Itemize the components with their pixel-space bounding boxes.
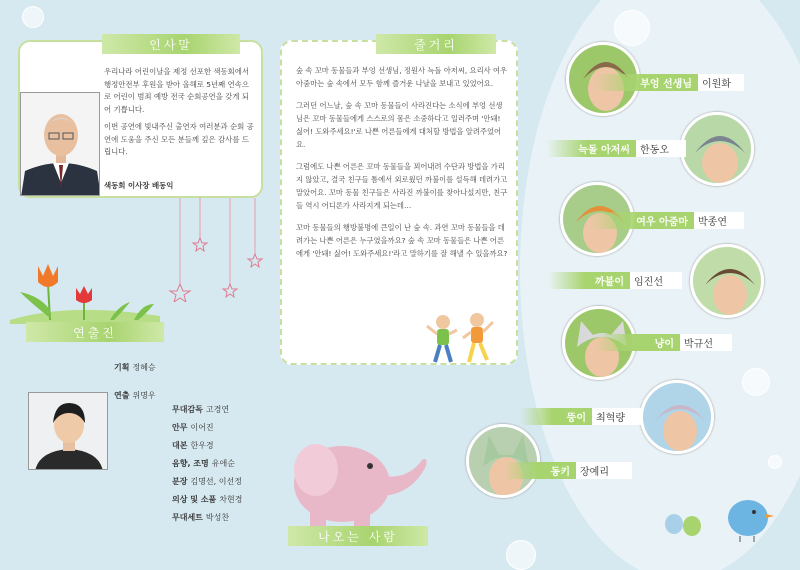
bubble <box>22 6 44 28</box>
bubble <box>506 540 536 570</box>
staff-name: 한우경 <box>190 441 214 450</box>
cast-name: 한동오 <box>636 140 686 157</box>
greeting-paragraph: 이번 공연에 빛내주신 출연자 여러분과 순회 공연에 도움을 주신 모든 분들께 깊은 감사를 드립니다. <box>104 122 254 156</box>
director-photo <box>28 392 108 470</box>
staff-role: 안무 <box>172 423 188 432</box>
cast-name: 이원화 <box>698 74 744 91</box>
staff-role: 기획 <box>114 363 130 372</box>
staff-planning <box>114 362 156 373</box>
bubble <box>742 368 770 396</box>
cast-name: 최혁량 <box>592 408 642 425</box>
greeting-signature: 색동회 이사장 배동익 <box>104 181 174 190</box>
cast-name: 임진선 <box>630 272 682 289</box>
cast-photo <box>466 424 540 498</box>
greeting-title: 인사말 <box>102 34 240 54</box>
staff-name: 정혜승 <box>132 363 156 372</box>
cast-role: 부엉 선생님 <box>594 74 698 91</box>
greeting-text <box>104 66 254 164</box>
staff-item <box>172 476 242 487</box>
cast-role: 늑돌 아저씨 <box>546 140 636 157</box>
story-paragraph: 꼬마 동물들의 행방불명에 큰일이 난 숲 속. 과연 꼬마 동물들을 데려가는 나쁜 어른은 누구였을까요? 숲 속 꼬마 동물들은 나쁜 어른에게 '안돼! 싫어! 도와주세요!'라고 말하기를 잘 해낼 수 있을까요? <box>296 223 508 258</box>
cast-role: 뚱이 <box>520 408 592 425</box>
staff-name: 위명우 <box>132 391 156 400</box>
cast-role: 여우 아줌마 <box>590 212 694 229</box>
staff-name: 고경연 <box>205 405 230 414</box>
staff-director <box>114 390 156 401</box>
greeting-paragraph: 우리나라 어린이날을 제정 선포한 색동회에서 행정안전부 후원을 받아 올해로 5년째 연속으로 어린이 범죄 예방 전국 순회공연을 갖게 되어 기쁩니다. <box>104 67 250 114</box>
cast-title: 나오는 사람 <box>288 526 428 546</box>
staff-name: 이어진 <box>190 423 214 432</box>
cast-role: 냥이 <box>596 334 680 351</box>
cast-role: 동키 <box>504 462 576 479</box>
staff-name: 김명선, 이선정 <box>190 477 242 486</box>
cast-photo <box>640 380 714 454</box>
staff-item <box>172 494 242 505</box>
staff-role: 대본 <box>172 441 188 450</box>
hanging-stars-decoration <box>160 198 270 302</box>
cast-role: 까불이 <box>548 272 630 289</box>
tulip-decoration <box>10 262 160 324</box>
cast-name: 박규선 <box>680 334 732 351</box>
bubble <box>614 10 650 46</box>
staff-role: 음향, 조명 <box>172 459 209 468</box>
bubble <box>768 455 782 469</box>
cast-name: 박종연 <box>694 212 744 229</box>
story-paragraph: 그러던 어느날, 숲 속 꼬마 동물들이 사라진다는 소식에 부엉 선생님은 꼬마 동물들에게 스스로의 몸은 소중하다고 일러주며 '안돼! 싫어! 도와주세요!'로 나쁜 어른들에게 대처할 방법을 알려주었어요. <box>296 101 503 149</box>
staff-name: 박성찬 <box>205 513 230 522</box>
birds-decoration <box>660 488 790 544</box>
story-paragraph: 숲 속 꼬마 동물들과 부엉 선생님, 정원사 늑돌 아저씨, 요리사 여우 아줌마는 숲 속에서 모두 함께 즐거운 나날을 보내고 있었어요. <box>296 66 508 88</box>
staff-role: 연출 <box>114 391 130 400</box>
elephant-illustration <box>282 420 432 528</box>
story-paragraph: 그럼에도 나쁜 어른은 꼬마 동물들을 꾀어내려 수단과 방법을 가리지 않았고, 결국 친구들 틈에서 외로웠던 까불이를 설득해 데려가고 말았어요. 꼬마 동물 친구들은 사라진 까불이를 찾아나섰지만, 친구들 역시 어디론가 사라지게 되는데… <box>296 162 508 210</box>
staff-item <box>172 458 235 469</box>
staff-name: 유애순 <box>211 459 235 468</box>
staff-item <box>172 512 229 523</box>
staff-item <box>172 440 214 451</box>
staff-item <box>172 422 214 433</box>
cast-name: 장예리 <box>576 462 632 479</box>
chairman-photo <box>20 92 100 196</box>
story-title: 줄거리 <box>376 34 496 54</box>
staff-name: 차현경 <box>219 495 243 504</box>
story-text <box>296 64 508 269</box>
cast-photo <box>690 244 764 318</box>
staff-role: 분장 <box>172 477 188 486</box>
staff-title: 연출진 <box>26 322 164 342</box>
staff-item <box>172 404 229 415</box>
cast-photo <box>680 112 754 186</box>
staff-role: 의상 및 소품 <box>172 495 217 504</box>
dancing-kids-illustration <box>425 310 497 370</box>
staff-role: 무대세트 <box>172 513 203 522</box>
staff-role: 무대감독 <box>172 405 203 414</box>
